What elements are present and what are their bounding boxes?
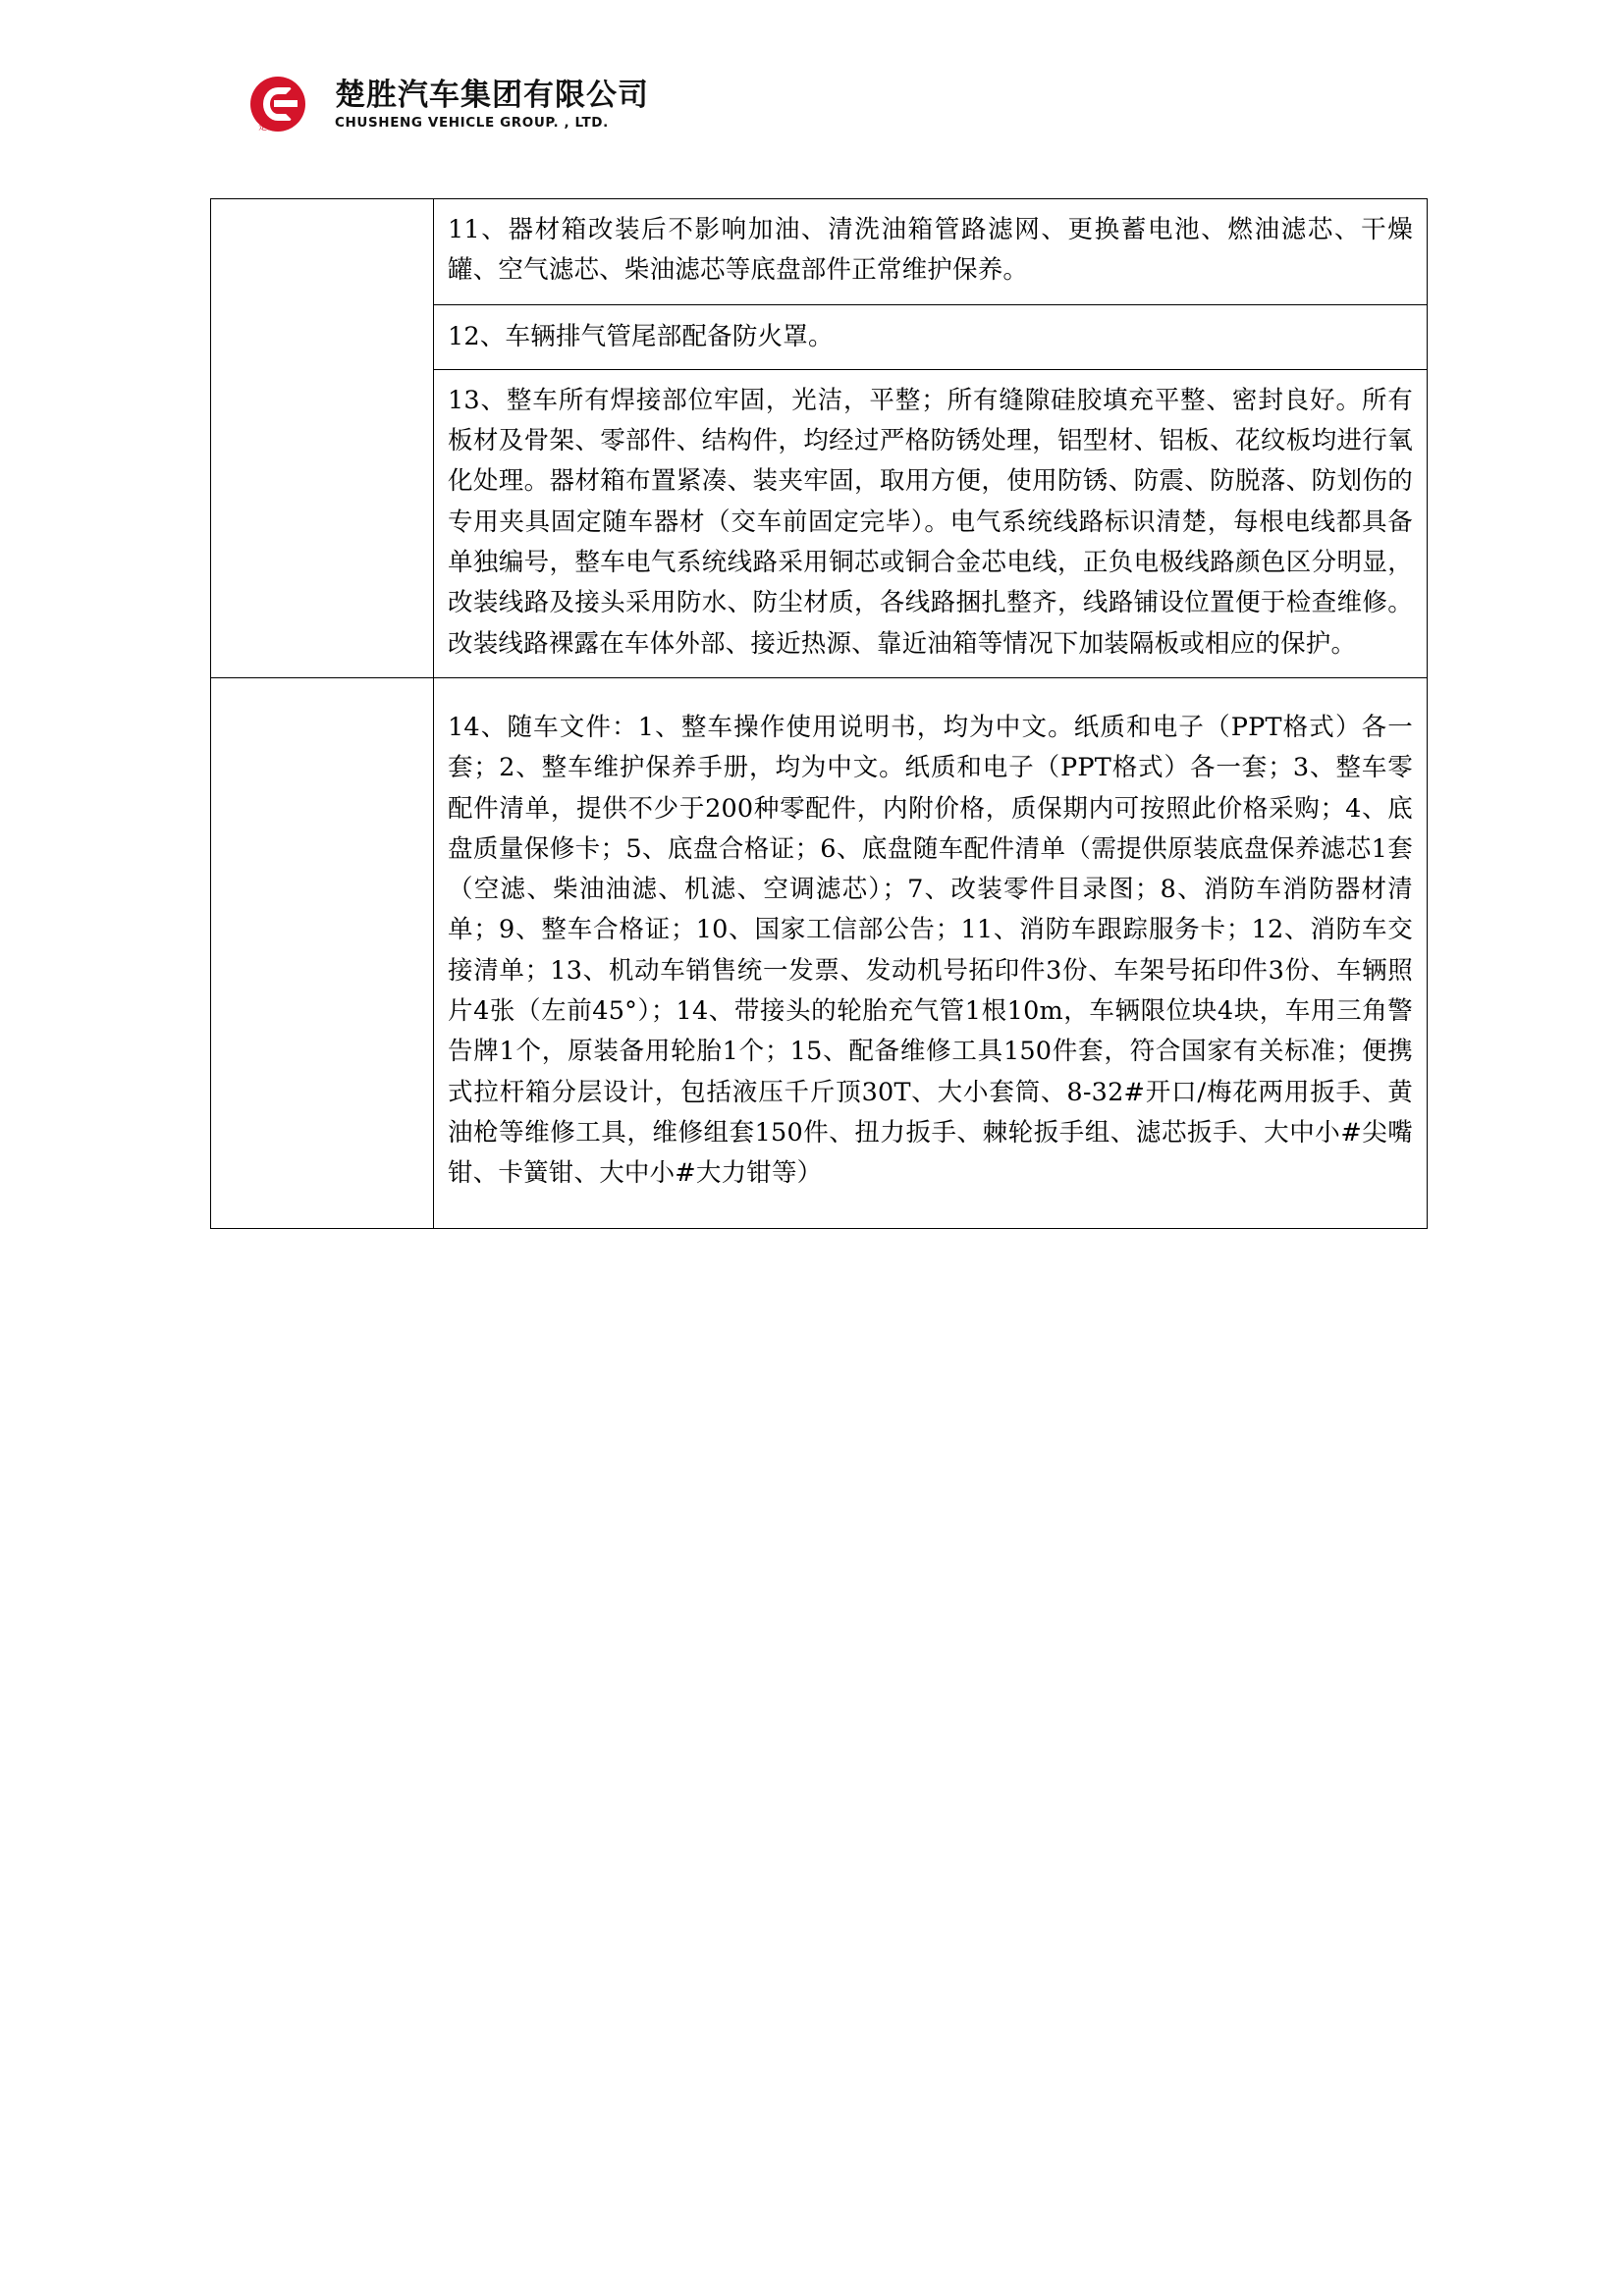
chusheng-circular-logo-icon xyxy=(250,77,325,132)
clause-text: 11、器材箱改装后不影响加油、清洗油箱管路滤网、更换蓄电池、燃油滤芯、干燥罐、空气滤芯、柴油滤芯等底盘部件正常维护保养。 xyxy=(448,215,1413,286)
row-content-cell xyxy=(434,199,1428,305)
company-header xyxy=(250,77,649,132)
table-row xyxy=(211,677,1428,1228)
clause-text: 13、整车所有焊接部位牢固，光洁，平整；所有缝隙硅胶填充平整、密封良好。所有板材及骨架、零部件、结构件，均经过严格防锈处理，铝型材、铝板、花纹板均进行氧化处理。器材箱布置紧凑、装夹牢固，取用方便，使用防锈、防震、防脱落、防划伤的专用夹具固定随车器材（交车前固定完毕）。电气系统线路标识清楚，每根电线都具备单独编号，整车电气系统线路采用铜芯或铜合金芯电线，正负电极线路颜色区分明显，改装线路及接头采用防水、防尘材质，各线路捆扎整齐，线路铺设位置便于检查维修。改装线路裸露在车体外部、接近热源、靠近油箱等情况下加装隔板或相应的保护。 xyxy=(448,385,1413,659)
logo-bar xyxy=(274,100,298,107)
company-name-cn: 楚胜汽车集团有限公司 xyxy=(335,77,649,113)
specification-table xyxy=(210,198,1428,1229)
row-content-cell xyxy=(434,369,1428,677)
clause-text: 12、车辆排气管尾部配备防火罩。 xyxy=(448,321,834,351)
row-label-cell xyxy=(211,199,434,678)
table-row xyxy=(211,199,1428,305)
company-name-block xyxy=(335,79,649,131)
company-name-en: CHUSHENG VEHICLE GROUP. , LTD. xyxy=(335,114,609,131)
row-label-cell xyxy=(211,677,434,1228)
logo-sub-text: 楚胜 xyxy=(258,123,279,133)
clause-text: 14、随车文件：1、整车操作使用说明书，均为中文。纸质和电子（PPT格式）各一套；2、整车维护保养手册，均为中文。纸质和电子（PPT格式）各一套；3、整车零配件清单，提供不少于200种零配件，内附价格，质保期内可按照此价格采购；4、底盘质量保修卡；5、底盘合格证；6、底盘随车配件清单（需提供原装底盘保养滤芯1套（空滤、柴油油滤、机滤、空调滤芯）；7、改装零件目录图；8、消防车消防器材清单；9、整车合格证；10、国家工信部公告；11、消防车跟踪服务卡；12、消防车交接清单；13、机动车销售统一发票、发动机号拓印件3份、车架号拓印件3份、车辆照片4张（左前45°）；14、带接头的轮胎充气管1根10m，车辆限位块4块，车用三角警告牌1个，原装备用轮胎1个；15、配备维修工具150件套，符合国家有关标准；便携式拉杆箱分层设计，包括液压千斤顶30T、大小套筒、8-32#开口/梅花两用扳手、黄油枪等维修工具，维修组套150件、扭力扳手、棘轮扳手组、滤芯扳手、大中小#尖嘴钳、卡簧钳、大中小#大力钳等） xyxy=(448,712,1413,1189)
row-content-cell xyxy=(434,677,1428,1228)
row-content-cell xyxy=(434,304,1428,369)
